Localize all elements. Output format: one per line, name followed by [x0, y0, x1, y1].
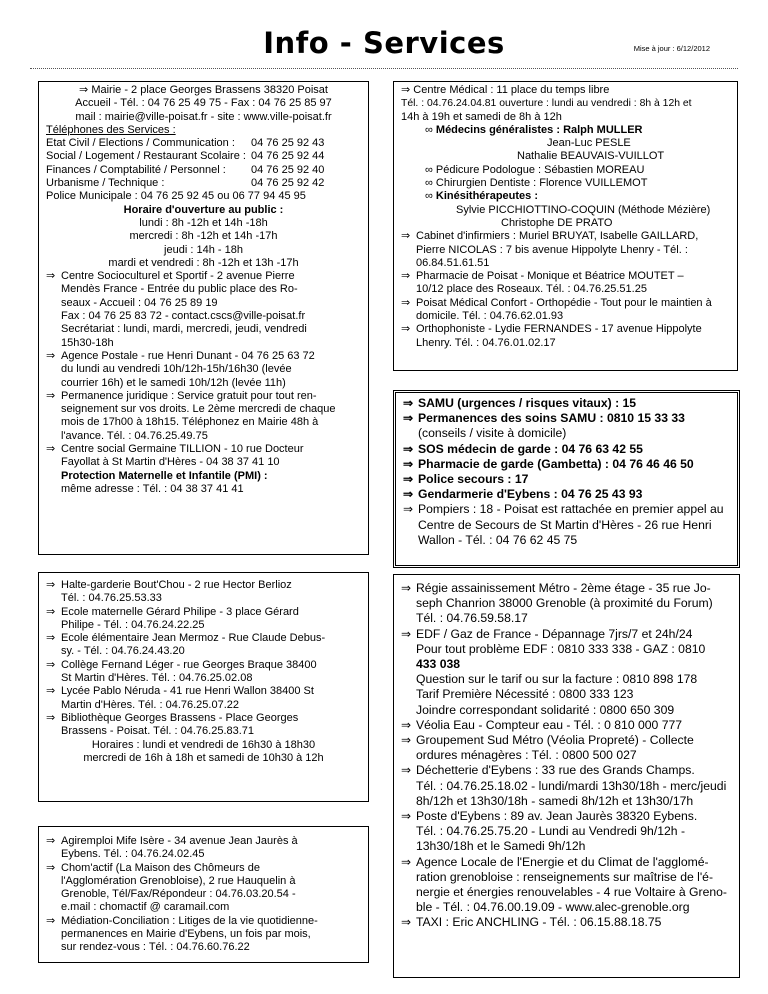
page-header — [0, 0, 768, 68]
service-row: Urbanisme / Technique : 04 76 25 92 42 — [46, 177, 325, 190]
update-date: Mise à jour : 6/12/2012 — [633, 44, 710, 53]
centre-socioculturel: ⇒ Centre Socioculturel et Sportif - 2 avenue Pierre Mendès France - Entrée du public place des Ro- seaux - Accueil : 04 76 25 89 19 Fax : 04 76 25 83 72 - contact.cscs@ville-poisat.fr Secrétariat : lundi, mardi, mercredi, jeudi, vendredi 15h30-18h — [46, 270, 307, 349]
infinity-icon: ∞ — [425, 177, 433, 190]
service-row: Etat Civil / Elections / Communication : 04 76 25 92 43 — [46, 137, 325, 150]
arrow-icon: ⇒ — [403, 487, 414, 502]
arrow-icon: ⇒ — [46, 605, 56, 618]
list-item: ⇒ Pompiers : 18 - Poisat est rattachée en premier appel au Centre de Secours de St Martin d'Hères - 26 rue Henri Wallon - Tél. : 04 76 62 45 75 — [403, 502, 724, 547]
arrow-icon: ⇒ — [401, 230, 411, 243]
police-municipale: Police Municipale : 04 76 25 92 45 ou 06 77 94 45 95 — [46, 190, 306, 203]
list-item: ⇒ Agiremploi Mife Isère - 34 avenue Jean Jaurès à Eybens. Tél. : 04.76.24.02.45 — [46, 835, 298, 861]
list-item: ⇒ Médiation-Conciliation : Litiges de la vie quotidienne- permanences en Mairie d'Eybens, un fois par mois, sur rendez-vous : Tél. : 04.76.60.76.22 — [46, 914, 318, 954]
arrow-icon: ⇒ — [46, 658, 56, 671]
arrow-icon: ⇒ — [403, 456, 414, 471]
list-item: ⇒ Permanences des soins SAMU : 0810 15 33 33 (conseils / visite à domicile) — [403, 411, 685, 441]
arrow-icon: ⇒ — [401, 626, 412, 641]
arrow-icon: ⇒ — [401, 854, 412, 869]
list-item: ⇒ Poste d'Eybens : 89 av. Jean Jaurès 38320 Eybens. Tél. : 04.76.25.75.20 - Lundi au Vendredi 9h/12h - 13h30/18h et le Samedi 9h/12h — [401, 809, 698, 854]
arrow-icon: ⇒ — [46, 685, 56, 698]
list-item: ⇒ Bibliothèque Georges Brassens - Place Georges Brassens - Poisat. Tél. : 04.76.25.83.71 — [46, 711, 299, 738]
library-hours: Horaires : lundi et vendredi de 16h30 à 18h30 — [91, 738, 316, 751]
arrow-icon: ⇒ — [403, 441, 414, 456]
arrow-icon: ⇒ — [401, 84, 411, 96]
arrow-icon: ⇒ — [46, 632, 56, 645]
list-item: ⇒ Pharmacie de garde (Gambetta) : 04 76 46 46 50 — [403, 456, 694, 471]
hours-line: jeudi : 14h - 18h — [164, 243, 243, 256]
arrow-icon: ⇒ — [46, 711, 56, 724]
list-item: ⇒ Agence Locale de l'Energie et du Climat de l'agglomé- ration grenobloise : renseignements sur maîtrise de l'é- nergie et énergies renouvelables - 4 rue Voltaire à Greno- ble - Tél. : 04.76.00.19.09 - www.alec-grenoble.org — [401, 854, 727, 915]
arrow-icon: ⇒ — [401, 323, 411, 336]
hours-heading: Horaire d'ouverture au public : — [123, 203, 284, 216]
utilities-box — [393, 574, 740, 978]
emergency-box — [393, 390, 740, 568]
arrow-icon: ⇒ — [46, 389, 56, 402]
arrow-icon: ⇒ — [401, 915, 412, 930]
arrow-icon: ⇒ — [46, 861, 56, 874]
list-item: ⇒ Groupement Sud Métro (Véolia Propreté) - Collecte ordures ménagères : Tél. : 0800 500 027 — [401, 733, 694, 763]
arrow-icon: ⇒ — [79, 84, 89, 96]
permanence-juridique: ⇒ Permanence juridique : Service gratuit pour tout ren- seignement sur vos droits. Le 2ème mercredi de chaque mois de 17h00 à 18h15. Téléphonez en Mairie 48h à l'avance. Tél. : 04.76.25.49.75 — [46, 389, 336, 442]
list-item: ⇒ Chom'actif (La Maison des Chômeurs de l'Agglomération Grenobloise), 2 rue Hauquelin à Grenoble, Tél/Fax/Répondeur : 04.76.03.20.54 - e.mail : chomactif @ caramail.com — [46, 861, 296, 914]
infinity-icon: ∞ — [425, 163, 433, 176]
list-item: ⇒ SAMU (urgences / risques vitaux) : 15 — [403, 396, 637, 410]
emploi-box — [38, 826, 369, 963]
list-item: ⇒ Halte-garderie Bout'Chou - 2 rue Hector Berlioz Tél. : 04.76.25.53.33 — [46, 579, 292, 605]
agence-postale: ⇒ Agence Postale - rue Henri Dunant - 04 76 25 63 72 du lundi au vendredi 10h/12h-15h/16h30 (levée courrier 16h) et le samedi 10h/12h (levée 11h) — [46, 349, 315, 389]
infinity-icon: ∞ — [425, 123, 433, 136]
service-row: Social / Logement / Restaurant Scolaire : 04 76 25 92 44 — [46, 150, 325, 163]
arrow-icon: ⇒ — [46, 349, 56, 362]
list-item: ⇒ Collège Fernand Léger - rue Georges Braque 38400 St Martin d'Hères. Tél. : 04.76.25.02.08 — [46, 658, 317, 685]
arrow-icon: ⇒ — [401, 733, 412, 748]
hours-line: mercredi : 8h -12h et 14h -17h — [129, 230, 278, 243]
library-hours: mercredi de 16h à 18h et samedi de 10h30 à 12h — [83, 751, 324, 764]
arrow-icon: ⇒ — [401, 809, 412, 824]
arrow-icon: ⇒ — [46, 914, 56, 927]
list-item: ⇒ Déchetterie d'Eybens : 33 rue des Grands Champs. Tél. : 04.76.25.18.02 - lundi/mardi 13h30/18h - merc/jeudi 8h/12h et 13h30/18h - samedi 8h/12h et 13h30/17h — [401, 763, 727, 808]
arrow-icon: ⇒ — [403, 472, 414, 487]
services-heading: Téléphones des Services : — [46, 123, 176, 136]
list-item: ⇒ SOS médecin de garde : 04 76 63 42 55 — [403, 441, 643, 456]
hours-line: mardi et vendredi : 8h -12h et 13h -17h — [108, 256, 299, 269]
schools-box — [38, 572, 369, 802]
arrow-icon: ⇒ — [46, 579, 56, 591]
list-item: ⇒ EDF / Gaz de France - Dépannage 7jrs/7 et 24h/24 Pour tout problème EDF : 0810 333 338 - GAZ : 0810 433 038 Question sur le tarif ou sur la facture : 0810 898 178 Tarif Première Nécessité : 0800 333 123 Joindre correspondant solidarité : 0800 650 309 — [401, 626, 706, 717]
list-item: ⇒ Véolia Eau - Compteur eau - Tél. : 0 810 000 777 — [401, 717, 683, 732]
service-row: Finances / Comptabilité / Personnel : 04 76 25 92 40 — [46, 163, 325, 176]
list-item: ⇒ Gendarmerie d'Eybens : 04 76 25 43 93 — [403, 487, 643, 502]
hours-line: lundi : 8h -12h et 14h -18h — [139, 216, 268, 229]
arrow-icon: ⇒ — [401, 296, 411, 309]
header-divider — [30, 68, 738, 69]
mairie-phone: Accueil - Tél. : 04 76 25 49 75 - Fax : 04 76 25 85 97 — [75, 97, 332, 110]
arrow-icon: ⇒ — [401, 581, 412, 595]
arrow-icon: ⇒ — [403, 411, 414, 426]
arrow-icon: ⇒ — [401, 717, 412, 732]
arrow-icon: ⇒ — [46, 835, 56, 847]
arrow-icon: ⇒ — [403, 396, 414, 410]
list-item: ⇒ Police secours : 17 — [403, 472, 529, 487]
mairie-mail: mail : mairie@ville-poisat.fr - site : www.ville-poisat.fr — [75, 110, 332, 123]
arrow-icon: ⇒ — [401, 270, 411, 283]
centre-social: ⇒ Centre social Germaine TILLION - 10 rue Docteur Fayollat à St Martin d'Hères - 04 38 37 41 10 Protection Maternelle et Infantile (PMI) : même adresse : Tél. : 04 38 37 41 41 — [46, 443, 304, 495]
arrow-icon: ⇒ — [46, 443, 56, 456]
infinity-icon: ∞ — [425, 190, 433, 203]
mairie-address: Mairie - 2 place Georges Brassens 38320 Poisat — [91, 84, 328, 96]
list-item: ⇒ Ecole élémentaire Jean Mermoz - Rue Claude Debus- sy. - Tél. : 04.76.24.43.20 — [46, 632, 326, 658]
arrow-icon: ⇒ — [46, 270, 56, 283]
list-item: ⇒ TAXI : Eric ANCHLING - Tél. : 06.15.88.18.75 — [401, 915, 662, 930]
arrow-icon: ⇒ — [401, 763, 412, 778]
mairie-box — [38, 81, 369, 555]
list-item: ⇒ Régie assainissement Métro - 2ème étage - 35 rue Jo- seph Chanrion 38000 Grenoble (à proximité du Forum) Tél. : 04.76.59.58.17 — [401, 581, 713, 626]
arrow-icon: ⇒ — [403, 502, 414, 517]
medical-box: ⇒ Centre Médical : 11 place du temps libre Tél. : 04.76.24.04.81 ouverture : lundi au vendredi : 8h à 12h et 14h à 19h et samedi de 8h à 12h ∞ Médecins généralistes : Ralph MULLER Jean-Luc PESLE Nathalie BEAUVAIS-VUILLOT ∞ Pédicure Podologue : Sébastien MOREAU ∞ Chirurgien Dentiste : Florence VUILLEMOT ∞ Kinésithérapeutes : Sylvie PICCHIOTTINO-COQUIN (Méthode Mézière) Christophe DE PRATO ⇒ Cabinet d'infirmiers : Muriel BRUYAT, Isabelle GAILLARD, Pierre NICOLAS : 7 bis avenue Hippolyte Lhenry - Tél. : 06.84.51.61.51 ⇒ Pharmacie de Poisat - Monique et Béatrice MOUTET – 10/12 place des Roseaux. Tél. : 04.76.25.51.25 ⇒ Poisat Médical Confort - Orthopédie - Tout pour le maintien à domicile. Tél. : 04.76.62.01.93 ⇒ Orthophoniste - Lydie FERNANDES - 17 avenue Hippolyte Lhenry. Tél. : 04.76.01.02.17 — [393, 81, 738, 371]
list-item: ⇒ Ecole maternelle Gérard Philipe - 3 place Gérard Philipe - Tél. : 04.76.24.22.25 — [46, 605, 299, 631]
page-title: Info - Services — [263, 26, 505, 60]
list-item: ⇒ Lycée Pablo Néruda - 41 rue Henri Wallon 38400 St Martin d'Hères. Tél. : 04.76.25.07.22 — [46, 685, 314, 711]
